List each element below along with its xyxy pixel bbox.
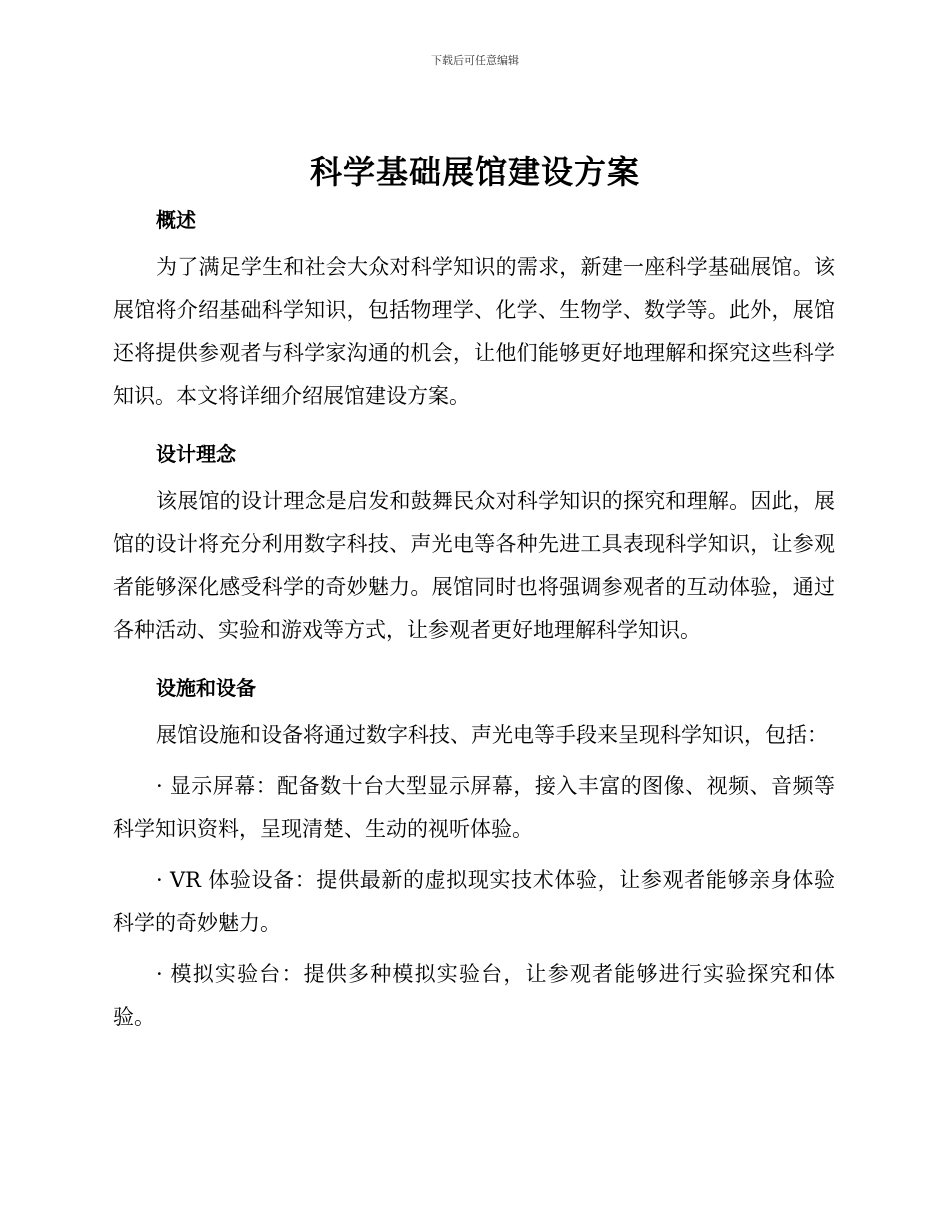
document-body bbox=[113, 202, 835, 1039]
facilities-item-vr-equipment: · VR 体验设备：提供最新的虚拟现实技术体验，让参观者能够亲身体验科学的奇妙魅力。 bbox=[113, 868, 835, 935]
overview-paragraph: 为了满足学生和社会大众对科学知识的需求，新建一座科学基础展馆。该展馆将介绍基础科学知识，包括物理学、化学、生物学、数学等。此外，展馆还将提供参观者与科学家沟通的机会，让他们能够更好地理解和探究这些科学知识。本文将详细介绍展馆建设方案。 bbox=[113, 255, 835, 408]
facilities-item-display-screens: · 显示屏幕：配备数十台大型显示屏幕，接入丰富的图像、视频、音频等科学知识资料，呈现清楚、生动的视听体验。 bbox=[113, 774, 835, 841]
document-title: 科学基础展馆建设方案 bbox=[309, 153, 640, 191]
design-concept-paragraph: 该展馆的设计理念是启发和鼓舞民众对科学知识的探究和理解。因此，展馆的设计将充分利用数字科技、声光电等各种先进工具表现科学知识，让参观者能够深化感受科学的奇妙魅力。展馆同时也将强调参观者的互动体验，通过各种活动、实验和游戏等方式，让参观者更好地理解科学知识。 bbox=[113, 489, 835, 642]
section-heading-design-concept: 设计理念 bbox=[156, 442, 236, 466]
section-heading-overview: 概述 bbox=[156, 208, 196, 232]
page-header-note: 下载后可任意编辑 bbox=[431, 54, 519, 67]
facilities-item-simulation-bench: · 模拟实验台：提供多种模拟实验台，让参观者能够进行实验探究和体验。 bbox=[113, 962, 835, 1029]
section-heading-facilities: 设施和设备 bbox=[156, 676, 256, 700]
facilities-intro-paragraph: 展馆设施和设备将通过数字科技、声光电等手段来呈现科学知识，包括： bbox=[156, 723, 828, 747]
